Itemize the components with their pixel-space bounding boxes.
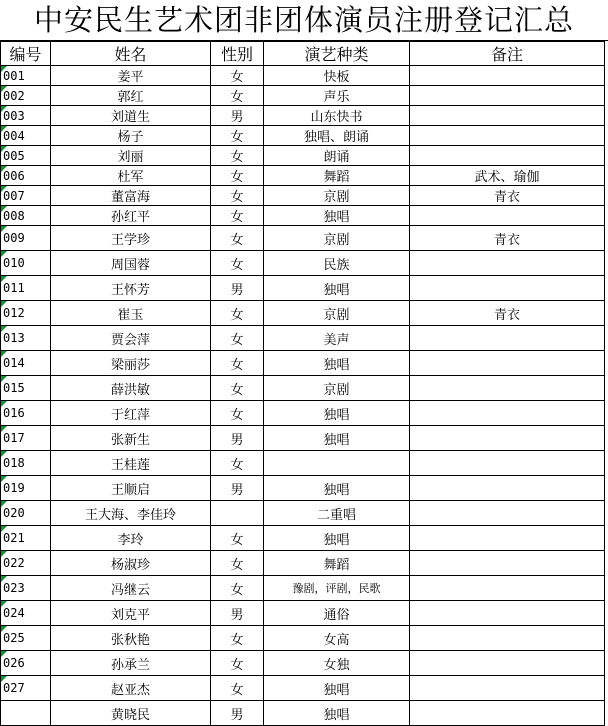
cell-id[interactable]: 005 [1, 146, 51, 166]
cell-note[interactable]: 武术、瑜伽 [410, 166, 605, 186]
cell-gender[interactable]: 女 [211, 676, 264, 701]
table-row [1, 501, 605, 526]
table-row [1, 476, 605, 501]
cell-gender[interactable]: 女 [211, 326, 264, 351]
table-row [1, 146, 605, 166]
table-row [1, 106, 605, 126]
table-row [1, 601, 605, 626]
cell-id[interactable]: 013 [1, 326, 51, 351]
header-id[interactable]: 编号 [1, 42, 51, 66]
cell-note[interactable] [410, 86, 605, 106]
cell-name[interactable]: 张秋艳 [51, 626, 211, 651]
table-row [1, 676, 605, 701]
header-row [1, 42, 605, 66]
cell-gender[interactable]: 女 [211, 576, 264, 601]
cell-gender[interactable]: 女 [211, 206, 264, 226]
table-row [1, 426, 605, 451]
cell-gender[interactable]: 女 [211, 301, 264, 326]
cell-type[interactable]: 京剧 [264, 376, 410, 401]
cell-id[interactable]: 016 [1, 401, 51, 426]
cell-note[interactable] [410, 426, 605, 451]
table-row [1, 301, 605, 326]
cell-gender[interactable]: 男 [211, 276, 264, 301]
cell-name[interactable]: 杨子 [51, 126, 211, 146]
cell-id[interactable]: 018 [1, 451, 51, 476]
cell-name[interactable]: 姜平 [51, 66, 211, 86]
cell-type[interactable]: 舞蹈 [264, 551, 410, 576]
cell-type[interactable]: 独唱 [264, 701, 410, 726]
cell-note[interactable] [410, 66, 605, 86]
cell-note[interactable]: 青衣 [410, 301, 605, 326]
header-gender[interactable]: 性别 [211, 42, 264, 66]
cell-id[interactable]: 002 [1, 86, 51, 106]
cell-name[interactable]: 薛洪敏 [51, 376, 211, 401]
cell-name[interactable]: 赵亚杰 [51, 676, 211, 701]
cell-type[interactable] [264, 451, 410, 476]
cell-id[interactable]: 027 [1, 676, 51, 701]
table-row [1, 401, 605, 426]
header-type[interactable]: 演艺种类 [264, 42, 410, 66]
cell-type[interactable]: 通俗 [264, 601, 410, 626]
table-row [1, 226, 605, 251]
cell-name[interactable]: 李玲 [51, 526, 211, 551]
cell-gender[interactable]: 女 [211, 626, 264, 651]
table-row [1, 166, 605, 186]
cell-id[interactable]: 025 [1, 626, 51, 651]
cell-note[interactable]: 青衣 [410, 186, 605, 206]
cell-type[interactable]: 独唱 [264, 206, 410, 226]
cell-name[interactable]: 梁丽莎 [51, 351, 211, 376]
cell-id[interactable]: 010 [1, 251, 51, 276]
cell-gender[interactable]: 女 [211, 186, 264, 206]
cell-gender[interactable]: 女 [211, 226, 264, 251]
cell-name[interactable]: 郭红 [51, 86, 211, 106]
cell-note[interactable] [410, 626, 605, 651]
cell-gender[interactable]: 男 [211, 701, 264, 726]
cell-gender[interactable]: 女 [211, 146, 264, 166]
cell-type[interactable]: 独唱 [264, 676, 410, 701]
cell-id[interactable]: 026 [1, 651, 51, 676]
table-row [1, 526, 605, 551]
cell-type[interactable]: 独唱、朗诵 [264, 126, 410, 146]
cell-type[interactable]: 京剧 [264, 226, 410, 251]
cell-type[interactable]: 独唱 [264, 476, 410, 501]
cell-note[interactable] [410, 576, 605, 601]
cell-gender[interactable]: 女 [211, 66, 264, 86]
cell-id[interactable] [1, 701, 51, 726]
cell-name[interactable]: 杜军 [51, 166, 211, 186]
cell-note[interactable]: 青衣 [410, 226, 605, 251]
cell-id[interactable]: 011 [1, 276, 51, 301]
cell-id[interactable]: 019 [1, 476, 51, 501]
cell-id[interactable]: 024 [1, 601, 51, 626]
cell-note[interactable] [410, 501, 605, 526]
cell-id[interactable]: 017 [1, 426, 51, 451]
cell-gender[interactable]: 女 [211, 651, 264, 676]
cell-gender[interactable]: 女 [211, 351, 264, 376]
cell-type[interactable]: 女独 [264, 651, 410, 676]
cell-name[interactable]: 崔玉 [51, 301, 211, 326]
cell-note[interactable] [410, 326, 605, 351]
cell-name[interactable]: 杨淑珍 [51, 551, 211, 576]
table-row [1, 206, 605, 226]
cell-gender[interactable]: 女 [211, 126, 264, 146]
cell-id[interactable]: 012 [1, 301, 51, 326]
cell-id[interactable]: 007 [1, 186, 51, 206]
table-row [1, 576, 605, 601]
cell-gender[interactable]: 男 [211, 106, 264, 126]
cell-note[interactable] [410, 146, 605, 166]
cell-name[interactable]: 张新生 [51, 426, 211, 451]
cell-note[interactable] [410, 526, 605, 551]
cell-type[interactable]: 舞蹈 [264, 166, 410, 186]
cell-gender[interactable]: 男 [211, 426, 264, 451]
cell-id[interactable]: 023 [1, 576, 51, 601]
table-row [1, 351, 605, 376]
cell-id[interactable]: 015 [1, 376, 51, 401]
cell-note[interactable] [410, 126, 605, 146]
cell-name[interactable]: 冯继云 [51, 576, 211, 601]
cell-id[interactable]: 014 [1, 351, 51, 376]
cell-id[interactable]: 009 [1, 226, 51, 251]
cell-note[interactable] [410, 251, 605, 276]
cell-note[interactable] [410, 676, 605, 701]
table-row [1, 186, 605, 206]
cell-type[interactable]: 独唱 [264, 276, 410, 301]
cell-name[interactable]: 董富海 [51, 186, 211, 206]
cell-name[interactable]: 周国蓉 [51, 251, 211, 276]
header-note[interactable]: 备注 [410, 42, 605, 66]
table-row [1, 451, 605, 476]
table-row [1, 126, 605, 146]
cell-id[interactable]: 003 [1, 106, 51, 126]
cell-note[interactable] [410, 476, 605, 501]
cell-note[interactable] [410, 701, 605, 726]
table-row [1, 376, 605, 401]
cell-note[interactable] [410, 651, 605, 676]
table-row [1, 66, 605, 86]
cell-type[interactable]: 女高 [264, 626, 410, 651]
cell-gender[interactable]: 女 [211, 401, 264, 426]
cell-name[interactable]: 于红萍 [51, 401, 211, 426]
cell-id[interactable]: 021 [1, 526, 51, 551]
cell-note[interactable] [410, 376, 605, 401]
cell-name[interactable]: 刘丽 [51, 146, 211, 166]
cell-name[interactable]: 王学珍 [51, 226, 211, 251]
cell-note[interactable] [410, 601, 605, 626]
table-row [1, 626, 605, 651]
cell-note[interactable] [410, 401, 605, 426]
sheet-title: 中安民生艺术团非团体演员注册登记汇总 [0, 0, 608, 41]
cell-id[interactable]: 006 [1, 166, 51, 186]
cell-name[interactable]: 黄晓民 [51, 701, 211, 726]
cell-name[interactable]: 王大海、李佳玲 [51, 501, 211, 526]
cell-type[interactable]: 独唱 [264, 526, 410, 551]
cell-type[interactable]: 声乐 [264, 86, 410, 106]
cell-type[interactable]: 朗诵 [264, 146, 410, 166]
cell-note[interactable] [410, 276, 605, 301]
cell-type[interactable]: 独唱 [264, 426, 410, 451]
cell-type[interactable]: 独唱 [264, 351, 410, 376]
cell-name[interactable]: 刘克平 [51, 601, 211, 626]
cell-name[interactable]: 孙承兰 [51, 651, 211, 676]
cell-gender[interactable]: 女 [211, 376, 264, 401]
cell-gender[interactable]: 女 [211, 86, 264, 106]
cell-id[interactable]: 008 [1, 206, 51, 226]
cell-gender[interactable]: 女 [211, 251, 264, 276]
cell-type[interactable]: 独唱 [264, 401, 410, 426]
cell-id[interactable]: 001 [1, 66, 51, 86]
cell-type[interactable]: 民族 [264, 251, 410, 276]
cell-gender[interactable]: 男 [211, 476, 264, 501]
cell-type[interactable]: 京剧 [264, 186, 410, 206]
cell-type[interactable]: 快板 [264, 66, 410, 86]
cell-id[interactable]: 022 [1, 551, 51, 576]
cell-note[interactable] [410, 351, 605, 376]
table-row [1, 86, 605, 106]
registration-table [0, 41, 605, 726]
cell-type[interactable]: 二重唱 [264, 501, 410, 526]
table-row [1, 701, 605, 726]
cell-type[interactable]: 山东快书 [264, 106, 410, 126]
cell-note[interactable] [410, 106, 605, 126]
cell-gender[interactable] [211, 501, 264, 526]
cell-gender[interactable]: 女 [211, 551, 264, 576]
cell-name[interactable]: 贾会萍 [51, 326, 211, 351]
cell-type[interactable]: 京剧 [264, 301, 410, 326]
table-row [1, 251, 605, 276]
table-row [1, 326, 605, 351]
cell-id[interactable]: 020 [1, 501, 51, 526]
cell-gender[interactable]: 女 [211, 451, 264, 476]
cell-gender[interactable]: 女 [211, 166, 264, 186]
cell-type[interactable]: 美声 [264, 326, 410, 351]
table-row [1, 551, 605, 576]
cell-name[interactable]: 刘道生 [51, 106, 211, 126]
header-name[interactable]: 姓名 [51, 42, 211, 66]
cell-name[interactable]: 王桂莲 [51, 451, 211, 476]
cell-name[interactable]: 王怀芳 [51, 276, 211, 301]
cell-name[interactable]: 孙红平 [51, 206, 211, 226]
cell-note[interactable] [410, 551, 605, 576]
cell-note[interactable] [410, 206, 605, 226]
table-row [1, 651, 605, 676]
cell-type[interactable]: 豫剧，评剧，民歌 [264, 576, 410, 601]
cell-gender[interactable]: 男 [211, 601, 264, 626]
cell-gender[interactable]: 女 [211, 526, 264, 551]
cell-name[interactable]: 王顺启 [51, 476, 211, 501]
cell-note[interactable] [410, 451, 605, 476]
table-row [1, 276, 605, 301]
cell-id[interactable]: 004 [1, 126, 51, 146]
